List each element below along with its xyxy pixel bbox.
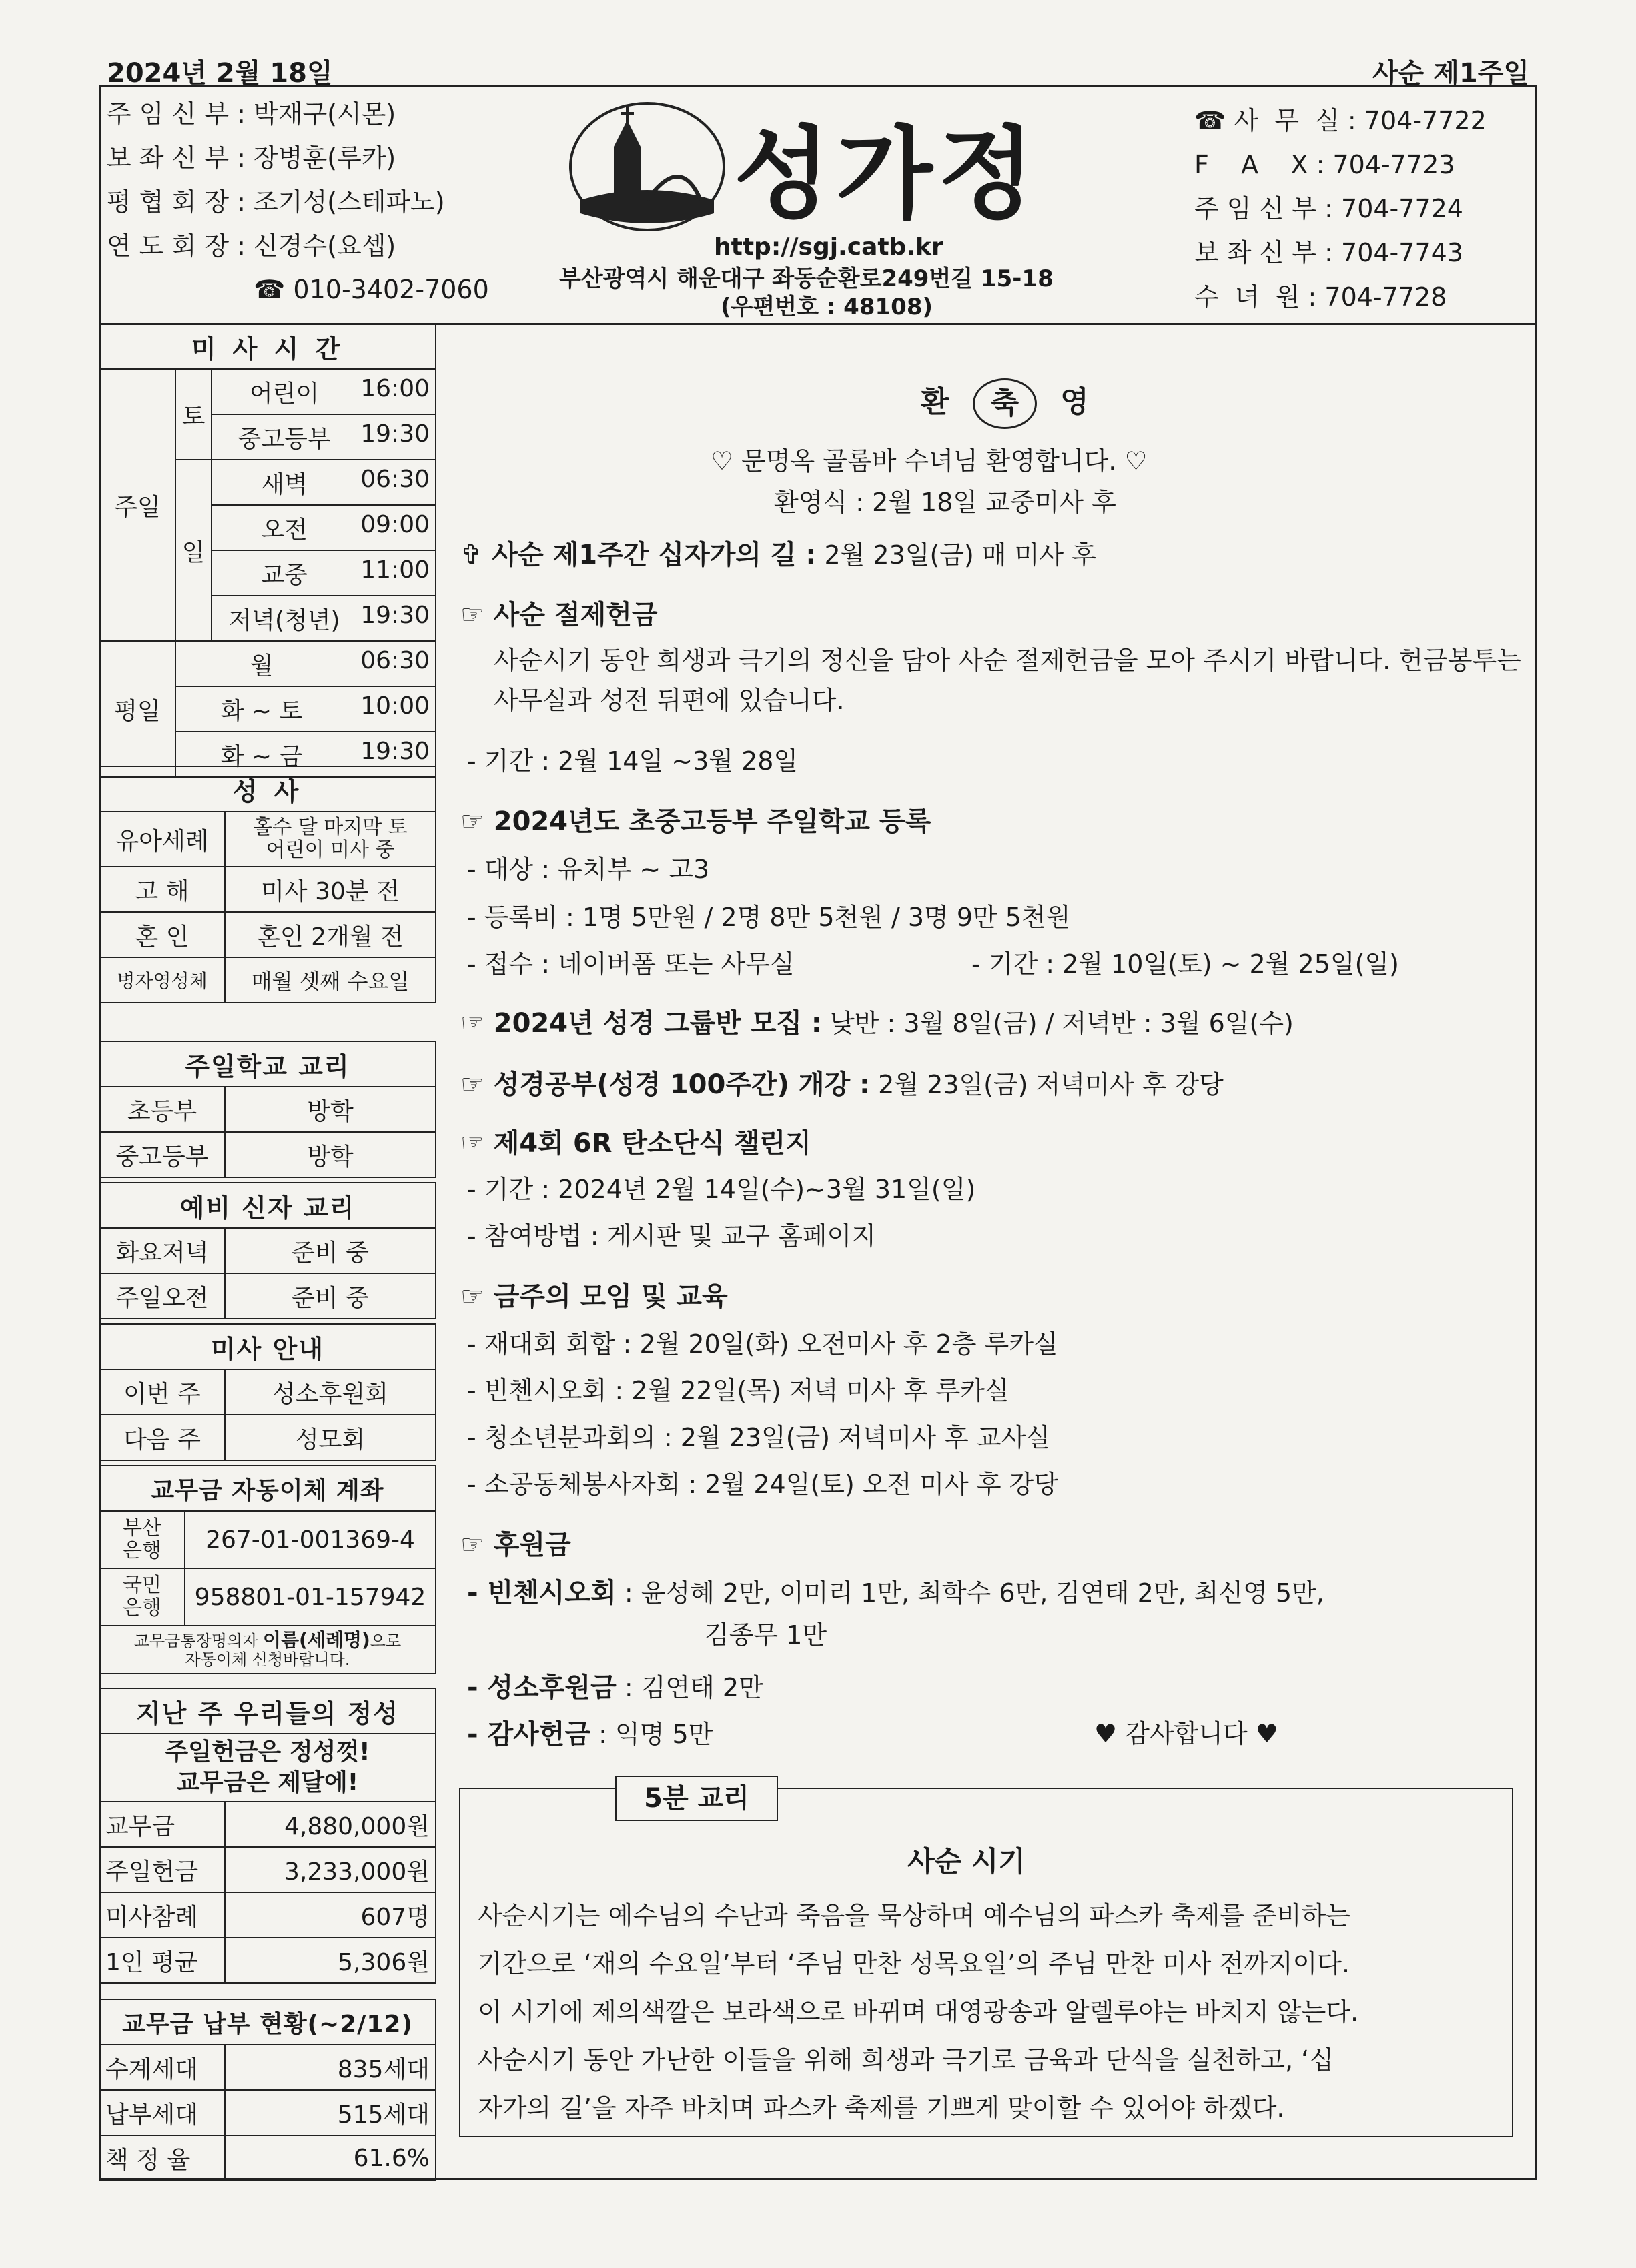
mass-guide-value: 성소후원회 <box>225 1369 436 1415</box>
sacrament-label: 유아세례 <box>99 812 225 867</box>
offering-value: 3,233,000원 <box>225 1847 436 1892</box>
mass-row: 교중 11:00 <box>212 550 436 596</box>
bible-group: ☞ 2024년 성경 그룹반 모집 : 낮반 : 3월 8일(금) / 저녁반 : 3월 6일(수) <box>460 1008 1294 1039</box>
contact-convent: 수 녀 원 : 704-7728 <box>1194 282 1447 312</box>
account-bank: 국민 은행 <box>99 1568 185 1626</box>
account-note: 교무금통장명의자 이름(세례명)으로 자동이체 신청바랍니다. <box>99 1626 436 1674</box>
meeting-item: - 빈첸시오회 : 2월 22일(목) 저녁 미사 후 루카실 <box>467 1376 1009 1405</box>
sacrament-value: 미사 30분 전 <box>225 867 436 912</box>
offering-value: 4,880,000원 <box>225 1802 436 1847</box>
meeting-item: - 재대회 회합 : 2월 20일(화) 오전미사 후 2층 루카실 <box>467 1329 1058 1359</box>
tithe-label: 수계세대 <box>99 2045 225 2090</box>
carbon-method: - 참여방법 : 게시판 및 교구 홈페이지 <box>467 1221 876 1251</box>
school-reg-title: ☞ 2024년도 초중고등부 주일학교 등록 <box>460 806 931 837</box>
mass-row: 오전 09:00 <box>212 505 436 550</box>
bible-study: ☞ 성경공부(성경 100주간) 개강 : 2월 23일(금) 저녁미사 후 강당 <box>460 1069 1224 1100</box>
celebrate-emblem-icon: 축 <box>973 378 1037 429</box>
staff-phone: ☎ 010-3402-7060 <box>254 275 489 304</box>
school-reg-apply: - 접수 : 네이버폼 또는 사무실 <box>467 949 795 979</box>
carbon-period: - 기간 : 2024년 2월 14일(수)~3월 31일(일) <box>467 1175 976 1204</box>
catechumen-table <box>99 1182 436 1319</box>
mass-times-title: 미 사 시 간 <box>99 324 436 369</box>
staff-list <box>107 92 494 268</box>
mass-row: 중고등부 19:30 <box>212 414 436 460</box>
staff-council: 평 협 회 장 : 조기성(스테파노) <box>107 187 445 217</box>
sacrament-label: 병자영성체 <box>99 957 225 1003</box>
church-address: 부산광역시 해운대구 좌동순환로249번길 15-18 <box>559 265 1054 292</box>
mass-times-table <box>99 323 436 778</box>
offering-table <box>99 1688 436 1984</box>
mass-row: 새벽 06:30 <box>212 460 436 505</box>
sacrament-value: 혼인 2개월 전 <box>225 912 436 957</box>
church-url[interactable]: http://sgj.catb.kr <box>714 233 943 261</box>
meetings-title: ☞ 금주의 모임 및 교육 <box>460 1281 728 1312</box>
sunday-school-value: 방학 <box>225 1132 436 1177</box>
catechism-body: 사순시기는 예수님의 수난과 죽음을 묵상하며 예수님의 파스카 축제를 준비하는 기간으로 ‘재의 수요일’부터 ‘주님 만찬 성목요일’의 주님 만찬 미사 전까지이다. 이 시기에 제의색깔은 보라색으로 바뀌며 대영광송과 알렐루야는 바치지 않는다. 사순시기 동안 가난한 이들을 위해 희생과 극기로 금육과 단식을 실천하고, ‘십 자가의 길’을 자주 바치며 파스카 축제를 기쁘게 맞이할 수 있어야 하겠다. <box>478 1901 1359 2123</box>
offering-label: 주일헌금 <box>99 1847 225 1892</box>
sunday-school-title: 주일학교 교리 <box>99 1041 436 1087</box>
sacrament-label: 혼 인 <box>99 912 225 957</box>
cross-way: ✞ 사순 제1주간 십자가의 길 : 2월 23일(금) 매 미사 후 <box>460 540 1096 570</box>
sacrament-label: 고 해 <box>99 867 225 912</box>
mass-guide-title: 미사 안내 <box>99 1324 436 1369</box>
mass-guide-label: 다음 주 <box>99 1415 225 1460</box>
catechumen-value: 준비 중 <box>225 1273 436 1319</box>
mass-row: 저녁(청년) 19:30 <box>212 596 436 641</box>
contact-office: ☎ 사 무 실 : 704-7722 <box>1194 106 1487 135</box>
tithe-value: 61.6% <box>225 2135 436 2181</box>
tithe-value: 835세대 <box>225 2045 436 2090</box>
donation-thanks: - 감사헌금 : 익명 5만 <box>467 1719 713 1750</box>
school-reg-fee: - 등록비 : 1명 5만원 / 2명 8만 5천원 / 3명 9만 5천원 <box>467 903 1071 932</box>
carbon-title: ☞ 제4회 6R 탄소단식 챌린지 <box>460 1128 811 1159</box>
mass-sat-label: 토 <box>175 369 212 460</box>
account-table <box>99 1465 436 1674</box>
mass-guide-label: 이번 주 <box>99 1369 225 1415</box>
thanks-note: ♥ 감사합니다 ♥ <box>1094 1719 1278 1748</box>
sacrament-table <box>99 766 436 1003</box>
account-number: 267-01-001369-4 <box>185 1511 436 1568</box>
catechumen-title: 예비 신자 교리 <box>99 1183 436 1228</box>
donation-vincent: - 빈첸시오회 : 윤성혜 2만, 이미리 1만, 최학수 6만, 김연태 2만, 최신영 5만, <box>467 1578 1324 1608</box>
church-name: 성가정 <box>734 117 1040 233</box>
mass-sunday-label: 주일 <box>99 369 175 641</box>
sacrament-title: 성 사 <box>99 766 436 812</box>
catechumen-label: 주일오전 <box>99 1273 225 1319</box>
liturgical-week: 사순 제1주일 <box>1372 58 1529 89</box>
welcome-line2: 환영식 : 2월 18일 교중미사 후 <box>774 488 1116 517</box>
offering-label: 교무금 <box>99 1802 225 1847</box>
mass-row: 월 06:30 <box>175 641 436 686</box>
tithe-title: 교무금 납부 현황(~2/12) <box>99 1999 436 2045</box>
mass-sun-label: 일 <box>175 460 212 641</box>
donation-vocation: - 성소후원금 : 김연태 2만 <box>467 1672 763 1703</box>
sacrament-value: 홀수 달 마지막 토 어린이 미사 중 <box>225 812 436 867</box>
school-reg-target: - 대상 : 유치부 ~ 고3 <box>467 855 710 884</box>
catechism-title: 사순 시기 <box>907 1845 1026 1878</box>
church-seal-icon <box>567 100 727 233</box>
offering-title: 지난 주 우리들의 정성 <box>99 1688 436 1734</box>
offering-slogan: 주일헌금은 정성껏! 교무금은 제달에! <box>99 1734 436 1802</box>
account-bank: 부산 은행 <box>99 1511 185 1568</box>
mass-guide-value: 성모회 <box>225 1415 436 1460</box>
sunday-school-label: 초등부 <box>99 1087 225 1132</box>
lent-offering-body: 사순시기 동안 희생과 극기의 정신을 담아 사순 절제헌금을 모아 주시기 바랍니다. 헌금봉투는 사무실과 성전 뒤편에 있습니다. <box>494 646 1521 715</box>
lent-offering-title: ☞ 사순 절제헌금 <box>460 600 658 630</box>
mass-row: 어린이 16:00 <box>212 369 436 414</box>
donations-title: ☞ 후원금 <box>460 1530 571 1560</box>
account-number: 958801-01-157942 <box>185 1568 436 1626</box>
sacrament-value: 매월 셋째 수요일 <box>225 957 436 1003</box>
offering-value: 607명 <box>225 1892 436 1938</box>
catechumen-value: 준비 중 <box>225 1228 436 1273</box>
offering-label: 1인 평균 <box>99 1938 225 1983</box>
sunday-school-value: 방학 <box>225 1087 436 1132</box>
tithe-value: 515세대 <box>225 2090 436 2135</box>
tithe-label: 책 정 율 <box>99 2135 225 2181</box>
contact-pastor: 주 임 신 부 : 704-7724 <box>1194 194 1463 223</box>
contact-list <box>1194 99 1528 319</box>
sunday-school-table <box>99 1041 436 1178</box>
mass-row: 화 ~ 토 10:00 <box>175 686 436 732</box>
mass-guide-table <box>99 1323 436 1461</box>
sunday-school-label: 중고등부 <box>99 1132 225 1177</box>
staff-region: 연 도 회 장 : 신경수(요셉) <box>107 231 396 261</box>
meeting-item: - 소공동체봉사자회 : 2월 24일(토) 오전 미사 후 강당 <box>467 1470 1059 1499</box>
welcome-line1: ♡ 문명옥 골롬바 수녀님 환영합니다. ♡ <box>711 446 1148 476</box>
mass-weekday-label: 평일 <box>99 641 175 777</box>
church-zipcode: (우편번호 : 48108) <box>721 294 933 320</box>
contact-fax: F A X : 704-7723 <box>1194 150 1455 179</box>
mass-row: 화 ~ 금 19:30 <box>175 732 436 777</box>
catechumen-label: 화요저녁 <box>99 1228 225 1273</box>
school-reg-period: - 기간 : 2월 10일(토) ~ 2월 25일(일) <box>971 949 1399 979</box>
welcome-title: 환 축 영 <box>921 378 1089 429</box>
tithe-table <box>99 1999 436 2181</box>
staff-pastor: 주 임 신 부 : 박재구(시몬) <box>107 99 396 129</box>
donation-vincent-cont: 김종무 1만 <box>705 1620 827 1650</box>
account-title: 교무금 자동이체 계좌 <box>99 1466 436 1511</box>
meeting-item: - 청소년분과회의 : 2월 23일(금) 저녁미사 후 교사실 <box>467 1423 1050 1452</box>
offering-label: 미사참례 <box>99 1892 225 1938</box>
bulletin-date: 2024년 2월 18일 <box>107 58 333 89</box>
tithe-label: 납부세대 <box>99 2090 225 2135</box>
contact-assistant: 보 좌 신 부 : 704-7743 <box>1194 238 1463 267</box>
offering-value: 5,306원 <box>225 1938 436 1983</box>
lent-offering-period: - 기간 : 2월 14일 ~3월 28일 <box>467 746 799 776</box>
catechism-tab: 5분 교리 <box>615 1776 778 1821</box>
staff-assistant: 보 좌 신 부 : 장병훈(루카) <box>107 143 396 173</box>
